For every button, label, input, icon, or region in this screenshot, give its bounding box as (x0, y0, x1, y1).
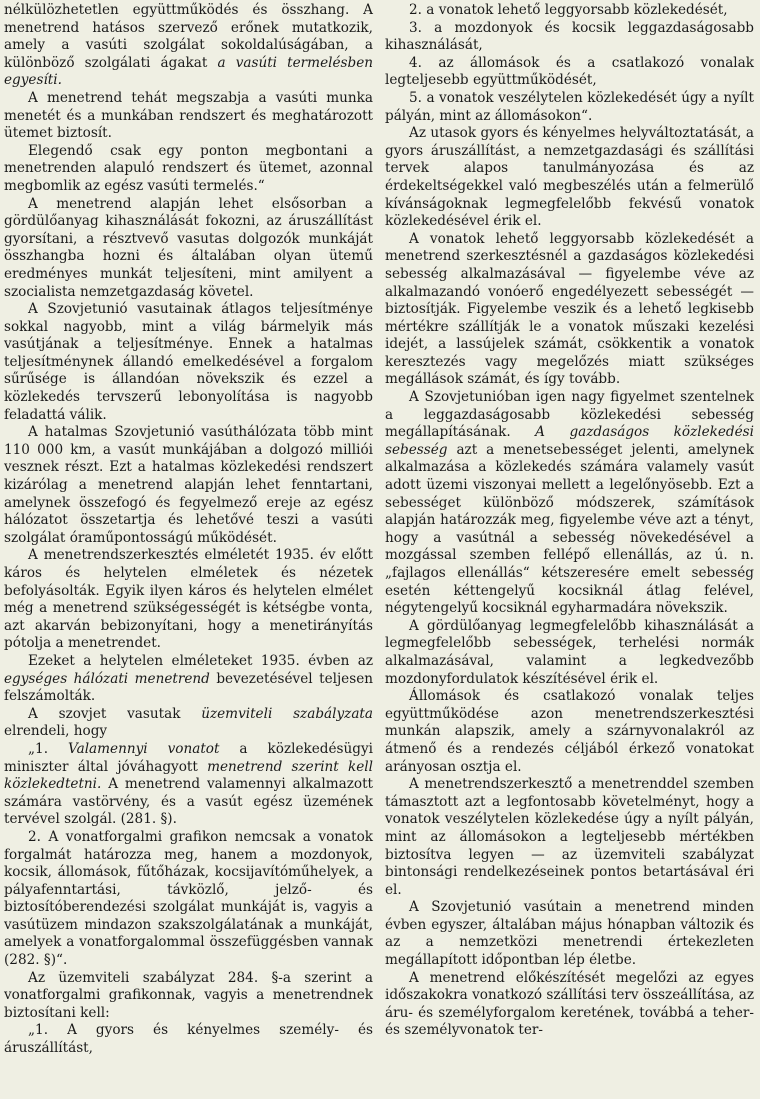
paragraph: Elegendő csak egy ponton megbontani a menetrenden alapuló rendszert és ütemet, azonnal megbomlik az egész vasúti termelés.“ (4, 142, 373, 194)
emphasis-text: A gazdaságos közlekedési sebesség (385, 424, 754, 458)
paragraph: 5. a vonatok veszélytelen közlekedését úgy a nyílt pályán, mint az állomásokon“. (385, 89, 754, 124)
emphasis-text: egységes hálózati menetrend (4, 670, 210, 687)
emphasis-text: üzemviteli szabályzata (201, 705, 373, 722)
paragraph (4, 706, 373, 741)
paragraph: 3. a mozdonyok és kocsik leggazdaságosabb kihasználását, (385, 19, 754, 54)
paragraph (4, 2, 373, 90)
paragraph: A menetrend alapján lehet elsősorban a gördülőanyag kihasználását fokozni, az áruszállítást gyorsítani, a résztvevő vasutas dolgozók munkáját összhangba hozni és általában olyan ütemű eredményes munkát teljesíteni, mint amilyent a szocialista nemzetgazdaság követel. (4, 195, 373, 300)
text-run: nélkülözhetetlen együttműködés és összhang. A menetrend hatásos szervező erőnek mutatkozik, amely a vasúti szolgálat sokoldalúságában, a különböző szolgálati ágakat (4, 2, 373, 71)
text-run: „1. (28, 740, 69, 757)
text-run: azt a menetsebességet jelenti, amelynek alkalmazása a közlekedés számára valamely vasút adott üzemi viszonyai mellett a legelőnyösebb. Ezt a sebességet különböző módszerek, számítások alapján határozzák meg, figyelembe véve azt a tényt, hogy a vasútnál a sebesség növekedésével a mozgással szemben fellépő ellenállás, az ú. n. „fajlagos ellenállás“ kétszeresére emelt sebesség esetén kéttengelyű kocsiknál átlag felével, négytengelyű kocsiknál egyharmadára növekszik. (385, 441, 754, 617)
text-run: elrendeli, hogy (4, 723, 108, 740)
paragraph (4, 741, 373, 829)
paragraph: A Szovjetunió vasútain a menetrend minden évben egyszer, általában május hónapban változik és az a nemzetközi menetrendi értekezleten megállapított időpontban lép életbe. (385, 899, 754, 969)
paragraph (385, 389, 754, 618)
paragraph: 2. a vonatok lehető leggyorsabb közlekedését, (409, 2, 728, 18)
text-run: A menetrend valamennyi alkalmazott számára vastörvény, és a vasút egész üzemének tervével szolgál. (281. §). (4, 776, 373, 828)
paragraph: A menetrend előkészítését megelőzi az egyes időszakokra vonatkozó szállítási terv összeállítása, az áru- és személyforgalom keretének, továbbá a teher- és személyvonatok ter- (385, 969, 754, 1039)
text-run: A Szovjetunióban igen nagy figyelmet szentelnek a leggazdaságosabb közlekedési sebesség megállapításának. (385, 389, 754, 441)
text-run: bevezetésével teljesen felszámolták. (4, 670, 374, 705)
emphasis-text: Valamennyi vonatot (68, 740, 220, 757)
paragraph: A menetrendszerkesztés elméletét 1935. év előtt káros és helytelen elméletek és nézetek befolyásolták. Egyik ilyen káros és helytelen elmélet még a menetrend szükségességét is kétségbe vonta, azt akarván bebizonyítani, hogy a menetirányítás pótolja a menetrendet. (4, 547, 373, 652)
paragraph: „1. A gyors és kényelmes személy- és áruszállítást, (4, 1022, 373, 1057)
paragraph: Állomások és csatlakozó vonalak teljes együttműködése azon menetrendszerkesztési munkán alapszik, amely a szárnyvonalakról az átmenő és a rendezés céljából érkező vonatokat arányosan osztja el. (385, 688, 754, 775)
text-run: a közlekedésügyi miniszter által jóváhagyott (4, 740, 373, 775)
paragraph: A menetrendszerkesztő a menetrenddel szemben támasztott azt a legfontosabb követelményt, hogy a vonatok veszélytelen közlekedése úgy a nyílt pályán, mint az állomásokon a legteljesebb mértékben biztosítva legyen — az üzemviteli szabályzat bintonsági rendelkezéseinek pontos betartásával éri el. (385, 776, 754, 898)
text-run: Ezeket a helytelen elméleteket 1935. évben az (28, 652, 373, 669)
paragraph: A menetrend tehát megszabja a vasúti munka menetét és a munkában rendszert és meghatározott ütemet biztosít. (4, 89, 373, 142)
paragraph: A gördülőanyag legmegfelelőbb kihasználását a legmegfelelőbb sebességek, terhelési normák alkalmazásával, valamint a legkedvezőbb mozdonyfordulatok készítésével érik el. (385, 617, 754, 687)
emphasis-text: menetrend szerint kell közlekedtetni. (4, 758, 373, 793)
paragraph: 2. A vonatforgalmi grafikon nemcsak a vonatok forgalmát határozza meg, hanem a mozdonyok, kocsik, állomások, fűtőházak, kocsijavítóműhelyek, a pályafenntartási, távközlő, jelző- és biztosítóberendezési szolgálat munkáját is, vagyis a vasútüzem mindazon szakszolgálatának a munkáját, amelyek a vonatforgalommal összefüggésben vannak (282. §)“. (4, 828, 373, 969)
emphasis-text: a vasúti termelésben egyesíti. (4, 54, 373, 89)
paragraph: A vonatok lehető leggyorsabb közlekedését a menetrend szerkesztésnél a gazdaságos közlekedési sebesség alkalmazásával — figyelembe véve az alkalmazandó vonóerő engedélyezett sebességét — biztosítják. Figyelembe veszik és a lehető legkisebb mértékre szállítják le a vonatok műszaki kezelési idejét, a lassújelek számát, csökkentik a vonatok keresztezés vagy megelőzés miatt szükséges megállások számát, és így tovább. (385, 230, 754, 388)
paragraph: 4. az állomások és a csatlakozó vonalak legteljesebb együttműködését, (385, 54, 754, 89)
paragraph: Az utasok gyors és kényelmes helyváltoztatását, a gyors áruszállítást, a nemzetgazdasági és szállítási tervek alapos tanulmányozása és az érdekeltségekkel való megbeszélés után a felmerülő kívánságoknak legmegfelelőbb fekvésű vonatok közlekedésével érik el. (385, 125, 754, 230)
left-column (4, 2, 373, 1099)
text-run: A szovjet vasutak (28, 705, 202, 722)
paragraph: Az üzemviteli szabályzat 284. §-a szerint a vonatforgalmi grafikonnak, vagyis a menetrendnek biztosítani kell: (4, 969, 373, 1021)
paragraph (4, 653, 373, 706)
paragraph: A hatalmas Szovjetunió vasúthálózata több mint 110 000 km, a vasút munkájában a dolgozó milliói vesznek részt. Ezt a hatalmas közlekedési rendszert kizárólag a menetrend alapján lehet fenntartani, amelynek összefogó és fegyelmező ereje az egész hálózatot összetartja és lehetővé teszi a vasúti szolgálat óraműpontosságú működését. (4, 424, 373, 546)
right-column (385, 2, 754, 1099)
paragraph: A Szovjetunió vasutainak átlagos teljesítménye sokkal nagyobb, mint a világ bármelyik más vasútjának a teljesítménye. Ennek a hatalmas teljesítménynek állandó emelkedésével a forgalom sűrűsége is állandóan növekszik és ezzel a közlekedés tervszerű lebonyolítása is nagyobb feladattá válik. (4, 301, 373, 423)
